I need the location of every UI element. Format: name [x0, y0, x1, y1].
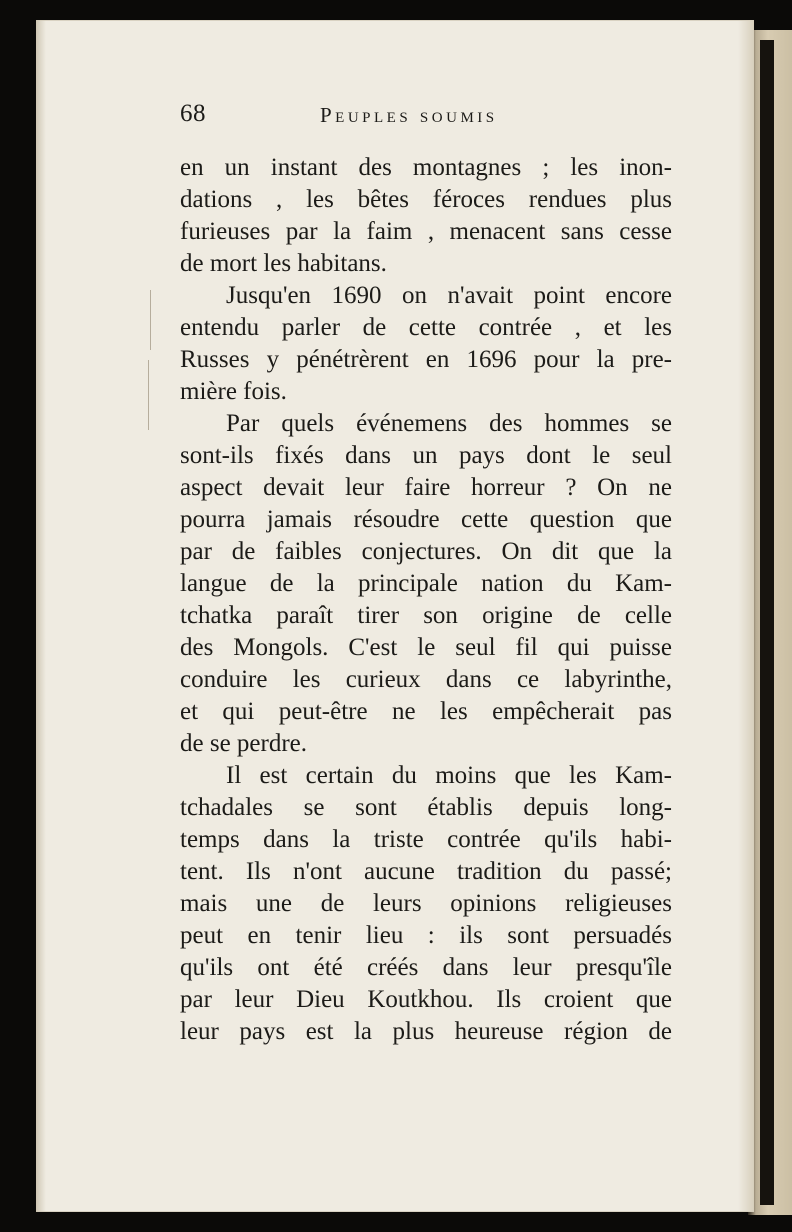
text-line: entendu parler de cette contrée , et les [180, 314, 672, 341]
page-gutter-shadow [760, 40, 774, 1205]
text-line: Jusqu'en 1690 on n'avait point encore [226, 282, 672, 309]
text-line: conduire les curieux dans ce labyrinthe, [180, 666, 672, 693]
page-shade-right [738, 20, 754, 1212]
page-number: 68 [180, 100, 206, 127]
text-line: leur pays est la plus heureuse région de [180, 1018, 672, 1045]
page-shade-left [36, 20, 46, 1212]
text-line: qu'ils ont été créés dans leur presqu'île [180, 954, 672, 981]
text-line: temps dans la triste contrée qu'ils habi- [180, 826, 672, 853]
text-line: mais une de leurs opinions religieuses [180, 890, 672, 917]
text-line: en un instant des montagnes ; les inon- [180, 154, 672, 181]
text-line: tchatka paraît tirer son origine de celle [180, 602, 672, 629]
body-text [180, 152, 672, 1048]
text-line: Il est certain du moins que les Kam- [226, 762, 672, 789]
text-line: dations , les bêtes féroces rendues plus [180, 186, 672, 213]
text-line: sont-ils fixés dans un pays dont le seul [180, 442, 672, 469]
running-head [180, 100, 660, 140]
text-line: aspect devait leur faire horreur ? On ne [180, 474, 672, 501]
text-line: de se perdre. [180, 730, 308, 757]
text-line: tent. Ils n'ont aucune tradition du passé; [180, 858, 672, 885]
text-line: furieuses par la faim , menacent sans cesse [180, 218, 672, 245]
text-line: langue de la principale nation du Kam- [180, 570, 672, 597]
text-line: de mort les habitans. [180, 250, 387, 277]
text-line: Par quels événemens des hommes se [226, 410, 672, 437]
text-line: par leur Dieu Koutkhou. Ils croient que [180, 986, 672, 1013]
text-line: mière fois. [180, 378, 287, 405]
margin-mark [150, 290, 151, 350]
text-line: pourra jamais résoudre cette question que [180, 506, 672, 533]
text-line: des Mongols. C'est le seul fil qui puisse [180, 634, 672, 661]
text-line: tchadales se sont établis depuis long- [180, 794, 672, 821]
text-line: peut en tenir lieu : ils sont persuadés [180, 922, 672, 949]
margin-mark [148, 360, 149, 430]
text-line: et qui peut-être ne les empêcherait pas [180, 698, 672, 725]
running-title: Peuples soumis [320, 103, 498, 127]
text-line: par de faibles conjectures. On dit que la [180, 538, 672, 565]
text-line: Russes y pénétrèrent en 1696 pour la pre- [180, 346, 672, 373]
